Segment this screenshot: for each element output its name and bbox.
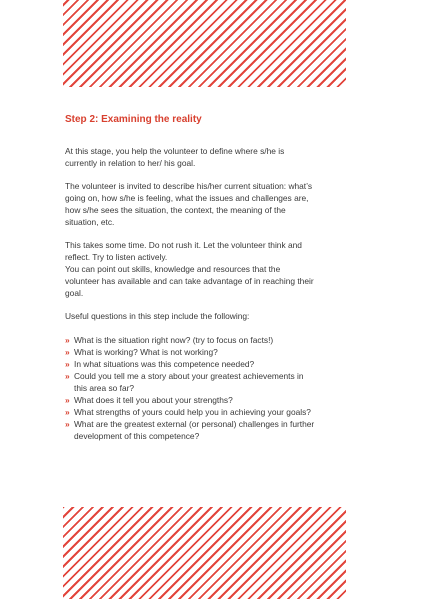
list-item — [65, 346, 315, 358]
list-item — [65, 370, 315, 394]
paragraph-resources: You can point out skills, knowledge and resources that the volunteer has available and can take advantage of in reaching their goal. — [65, 264, 314, 298]
section-content — [65, 113, 315, 442]
paragraph-questions-intro: Useful questions in this step include the following: — [65, 311, 250, 321]
list-item — [65, 334, 315, 346]
list-item — [65, 394, 315, 406]
list-item — [65, 406, 315, 418]
question-text: What are the greatest external (or personal) challenges in further development of this competence? — [74, 419, 315, 441]
list-item — [65, 418, 315, 442]
question-text: Could you tell me a story about your greatest achievements in this area so far? — [74, 371, 304, 393]
question-text: What is the situation right now? (try to focus on facts!) — [74, 335, 274, 345]
double-chevron-icon: » — [65, 359, 70, 369]
list-item — [65, 358, 315, 370]
question-text: What is working? What is not working? — [74, 347, 218, 357]
paragraph-intro: At this stage, you help the volunteer to define where s/he is currently in relation to her/ his goal. — [65, 146, 285, 168]
double-chevron-icon: » — [65, 371, 70, 381]
double-chevron-icon: » — [65, 347, 70, 357]
paragraph-describe-situation: The volunteer is invited to describe his/her current situation: what’s going on, how s/he is feeling, what the issues and challenges are, how s/he sees the situation, the context, the meaning of the situation, etc. — [65, 181, 313, 227]
double-chevron-icon: » — [65, 407, 70, 417]
section-heading: Step 2: Examining the reality — [65, 114, 202, 125]
question-text: In what situations was this competence needed? — [74, 359, 255, 369]
paragraph-take-time: This takes some time. Do not rush it. Let the volunteer think and reflect. Try to listen actively. — [65, 240, 302, 262]
question-text: What does it tell you about your strengths? — [74, 395, 233, 405]
question-text: What strengths of yours could help you in achieving your goals? — [74, 407, 311, 417]
double-chevron-icon: » — [65, 395, 70, 405]
question-list — [65, 334, 315, 442]
decorative-stripe-top — [63, 0, 346, 87]
double-chevron-icon: » — [65, 419, 70, 429]
decorative-stripe-bottom — [63, 507, 346, 599]
double-chevron-icon: » — [65, 335, 70, 345]
